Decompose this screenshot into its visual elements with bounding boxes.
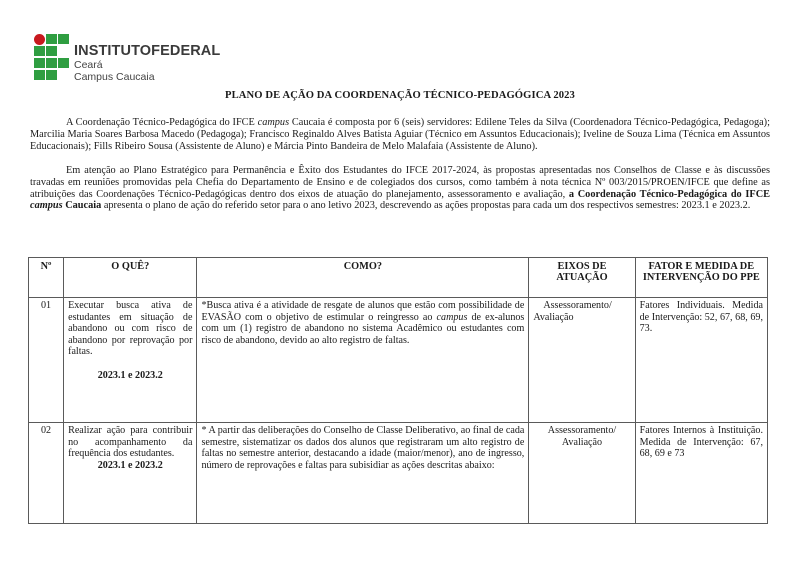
header-axis: EIXOS DE ATUAÇÃO bbox=[529, 258, 635, 298]
header-num: Nº bbox=[29, 258, 64, 298]
row-what bbox=[64, 298, 197, 423]
what-text: Executar busca ativa de estudantes em situação de abandono ou com risco de abandono por reprovação por faltas. bbox=[68, 300, 193, 358]
logo-square bbox=[34, 70, 45, 80]
institution-logo bbox=[34, 34, 221, 84]
logo-grid-icon bbox=[34, 34, 70, 80]
how-italic: campus bbox=[436, 311, 468, 323]
what-period: 2023.1 e 2023.2 bbox=[97, 459, 163, 471]
italic-span: campus bbox=[257, 117, 290, 128]
text-span: Em atenção ao Plano Estratégico para Permanência e Êxito dos Estudantes do IFCE 2017-2024, às propostas apresentadas nos Conselhos de Classe e às discussões travadas em reuniões promovidas pela Chefia do Departamento de Ensino e de colegiados dos cursos, como também à nota técnica Nº 003/2015/PROEN/IFCE que define as atribuições das Coordenações Técnico-Pedagógicas dentro dos eixos de atuação do planejamento, assessoramento e avaliação, bbox=[30, 165, 770, 200]
logo-square bbox=[46, 70, 57, 80]
action-plan-table bbox=[28, 257, 768, 524]
logo-square bbox=[34, 46, 45, 56]
header-how: COMO? bbox=[197, 258, 529, 298]
row-number: 02 bbox=[29, 423, 64, 524]
bold-span: a Coordenação Técnico-Pedagógica do IFCE bbox=[568, 188, 770, 200]
logo-square bbox=[46, 46, 57, 56]
text-span: apresenta o plano de ação do referido setor para o ano letivo 2023, descrevendo as ações propostas para cada um dos respectivos semestres: 2023.1 e 2023.2. bbox=[101, 200, 751, 212]
row-factor: Fatores Individuais. Medida de Intervenção: 52, 67, 68, 69, 73. bbox=[635, 298, 767, 423]
how-text: de ex-alunos com um (1) registro de abandono no sistema Acadêmico ou estudantes com risco de abandono, devido ao alto registro de faltas. bbox=[201, 311, 525, 346]
row-how bbox=[197, 298, 529, 423]
table-row bbox=[29, 423, 768, 524]
row-number: 01 bbox=[29, 298, 64, 423]
what-text: Realizar ação para contribuir no acompanhamento da frequência dos estudantes. bbox=[68, 425, 193, 460]
bold-span: Caucaia bbox=[62, 200, 102, 212]
logo-square bbox=[34, 58, 45, 68]
bold-italic-span: campus bbox=[30, 200, 63, 212]
row-axis: Assessoramento/ Avaliação bbox=[529, 298, 635, 423]
logo-square bbox=[58, 34, 69, 44]
header-what: O QUÊ? bbox=[64, 258, 197, 298]
logo-square bbox=[58, 58, 69, 68]
logo-state: Ceará bbox=[74, 59, 103, 71]
logo-red-circle bbox=[34, 34, 45, 45]
what-period: 2023.1 e 2023.2 bbox=[97, 369, 163, 381]
how-text: *Busca ativa é a atividade de resgate de alunos que estão com possibilidade de EVASÃO com o objetivo de estimular o reingresso ao bbox=[201, 300, 525, 323]
text-span: A Coordenação Técnico-Pedagógica do IFCE bbox=[66, 117, 258, 128]
text-span: Caucaia é composta por 6 (seis) servidores: Edilene Teles da Silva (Coordenadora Técnico-Pedagógica, Pedagoga); Marcilia Maria Soares Barbosa Macedo (Pedagoga); Francisco Reginaldo Alves Batista Aguiar (Técnico em Assuntos Educacionais); Iveline de Souza Lima (Técnica em Assuntos Educacionais); Fills Ribeiro Sousa (Assistente de Aluno) e Márcia Pinto Bandeira de Melo Malafaia (Assistente de Aluno). bbox=[30, 117, 770, 152]
table-header-row bbox=[29, 258, 768, 298]
logo-campus: Campus Caucaia bbox=[74, 71, 155, 83]
row-what bbox=[64, 423, 197, 524]
logo-title: INSTITUTOFEDERAL bbox=[74, 43, 221, 59]
row-factor: Fatores Internos à Instituição. Medida de Intervenção: 67, 68, 69 e 73 bbox=[635, 423, 767, 524]
row-how: * A partir das deliberações do Conselho de Classe Deliberativo, ao final de cada semestre, sistematizar os dados dos alunos que registraram um alto registro de faltas no semestre anterior, destacando a idade (maior/menor), ano de ingresso, número de reprovações e faltas para subisidiar as ações descritas abaixo: bbox=[197, 423, 529, 524]
context-paragraph bbox=[30, 165, 770, 212]
logo-square bbox=[46, 58, 57, 68]
document-title: PLANO DE AÇÃO DA COORDENAÇÃO TÉCNICO-PEDAGÓGICA 2023 bbox=[225, 90, 575, 101]
table-row bbox=[29, 298, 768, 423]
header-factor: FATOR E MEDIDA DE INTERVENÇÃO DO PPE bbox=[635, 258, 767, 298]
row-axis: Assessoramento/ Avaliação bbox=[529, 423, 635, 524]
logo-text bbox=[74, 44, 220, 83]
intro-paragraph bbox=[30, 117, 770, 152]
logo-square bbox=[46, 34, 57, 44]
